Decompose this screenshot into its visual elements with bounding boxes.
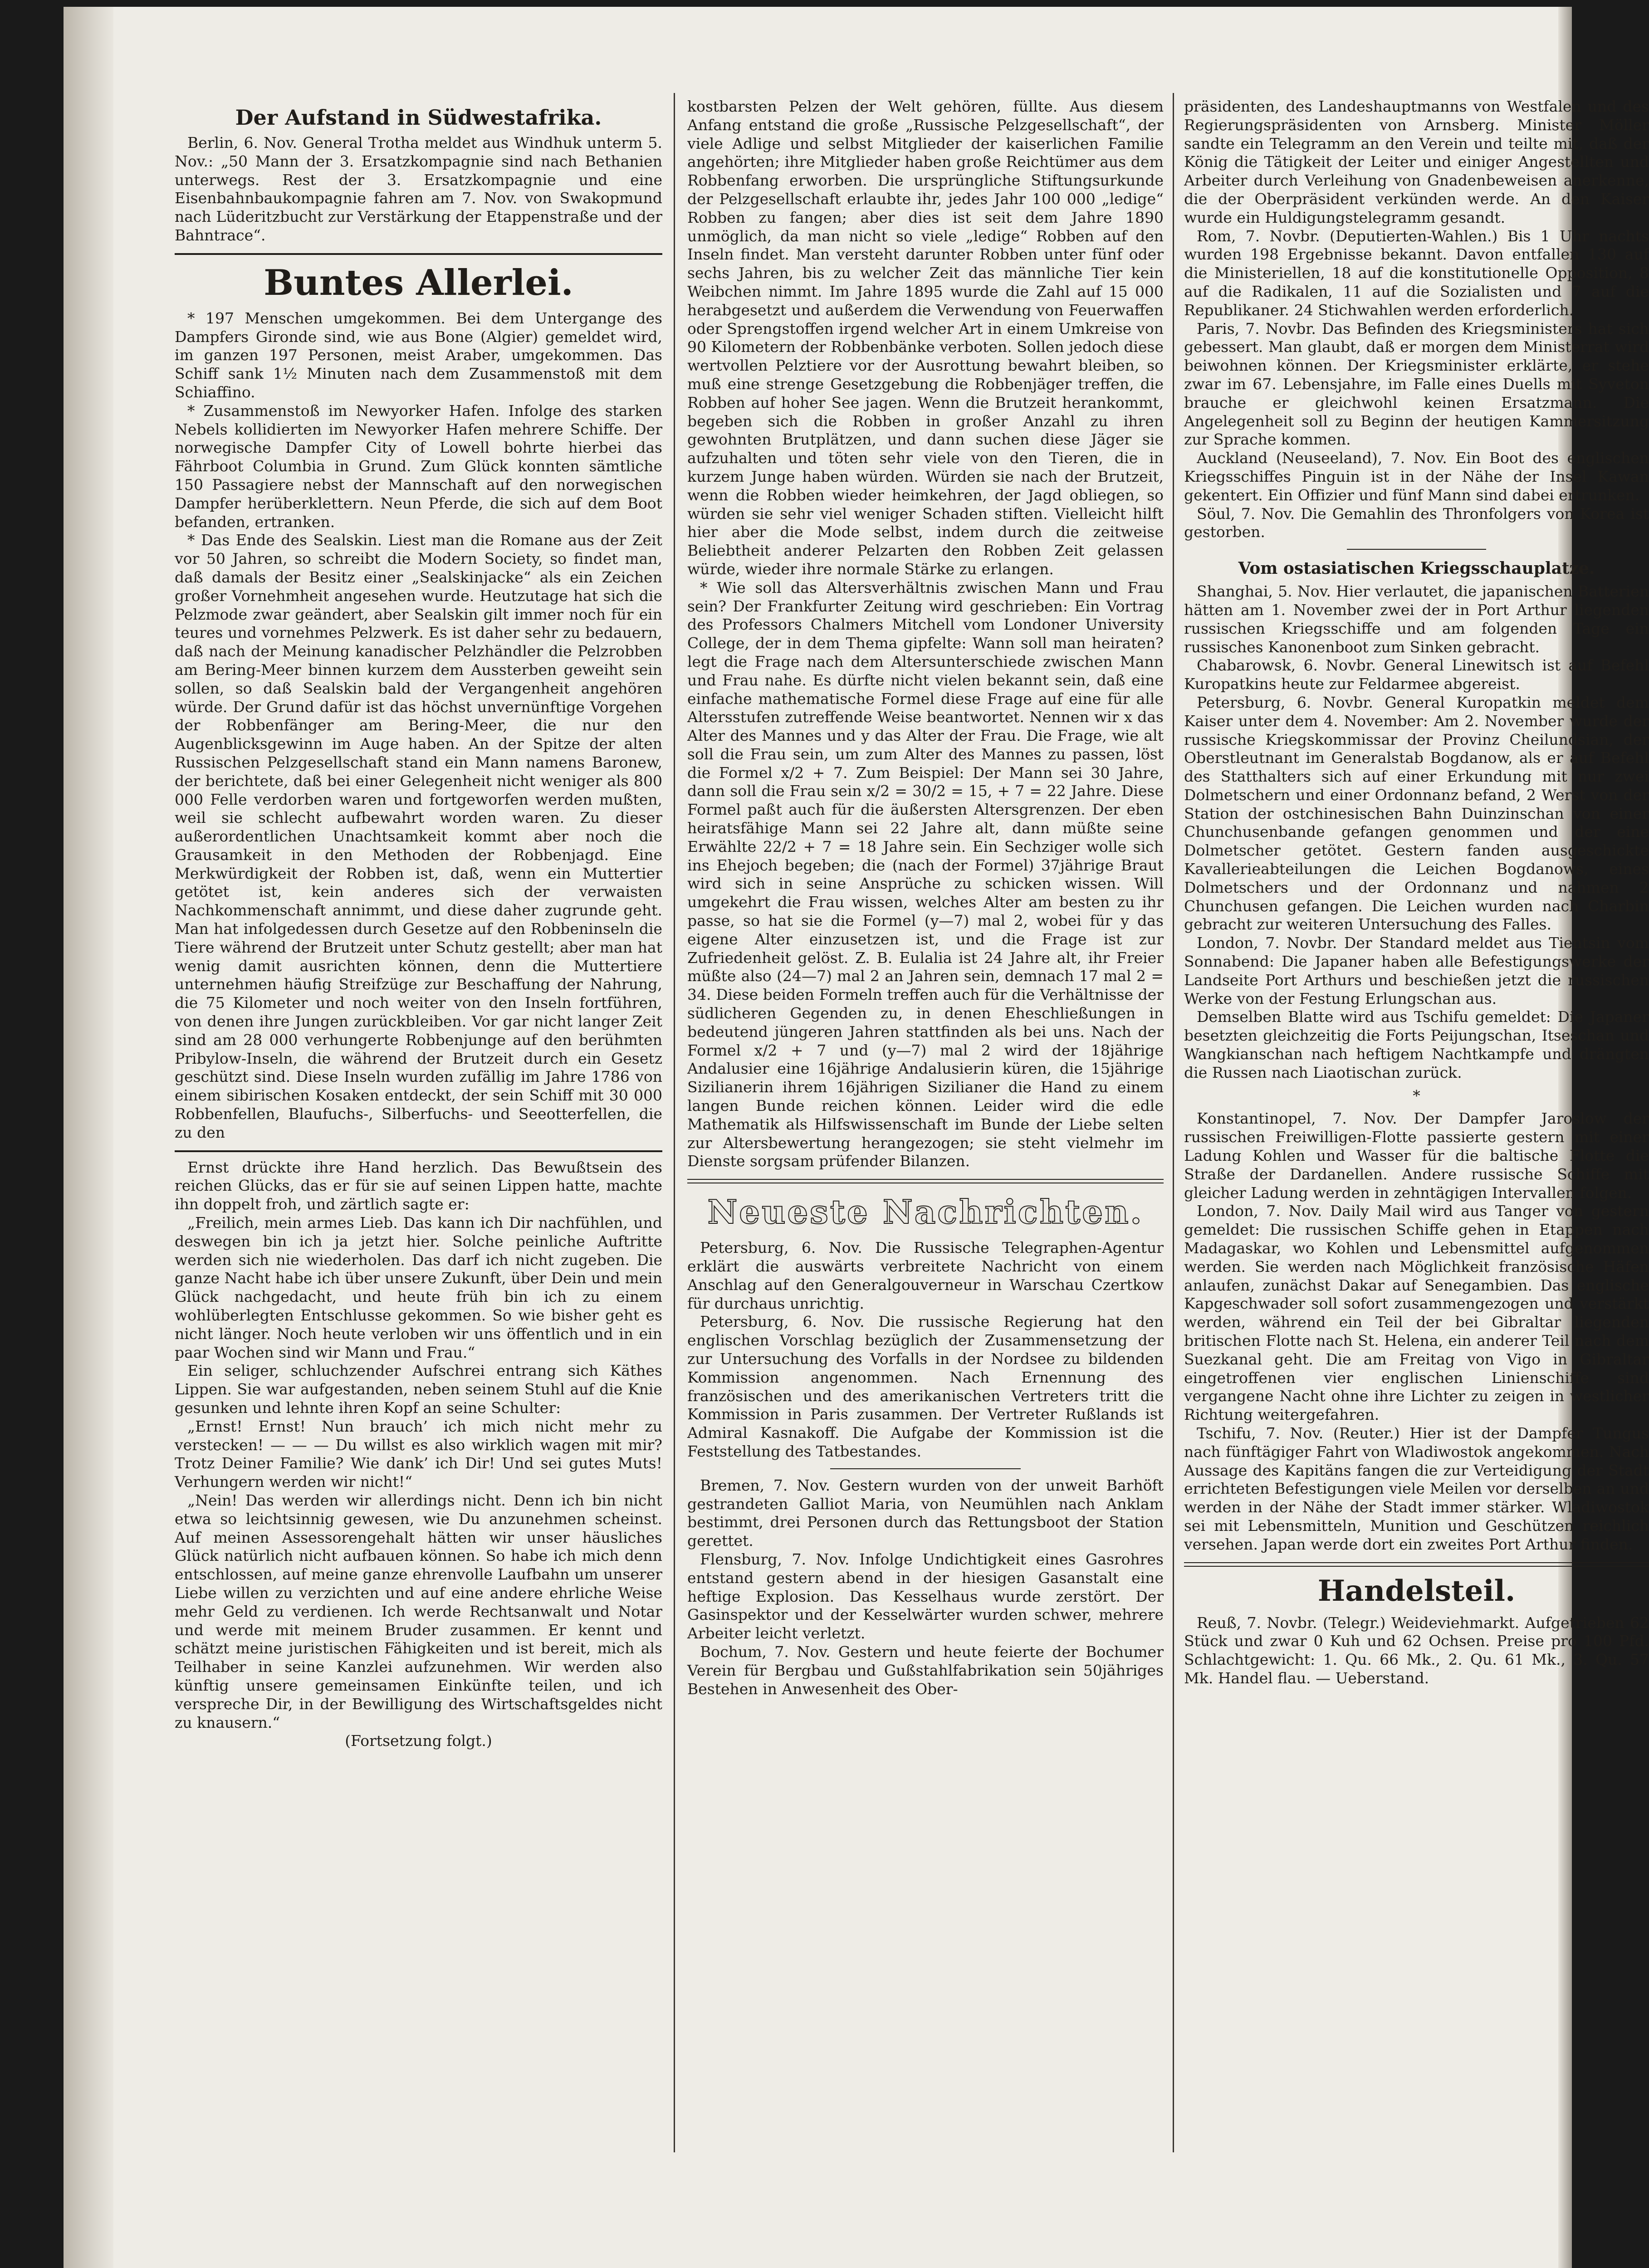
continuation-note: (Fortsetzung folgt.) <box>345 1732 492 1750</box>
article-rom: Rom, 7. Novbr. (Deputierten-Wahlen.) Bis 1 Uhr nachts wurden 198 Ergebnisse bekannt. Davon entfallen 130 auf die Ministeriellen, 18 auf die konstitutionelle Opposition, 8 auf die Radikalen, 11 auf die Sozialisten und 7 auf die Republikaner. 24 Stichwahlen werden erforderlich. <box>1184 227 1649 319</box>
divider <box>830 1468 1021 1469</box>
section-star: * <box>1413 1086 1420 1105</box>
novel-paragraph: „Nein! Das werden wir allerdings nicht. Denn ich bin nicht etwa so leichtsinnig gewesen, wie Du anzunehmen scheinst. Auf meinen Assessorengehalt hätten wir unser häusliches Glück natürlich nicht aufbauen können. So habe ich mich denn entschlossen, auf meine ganze ehrenvolle Laufbahn um unserer Liebe willen zu verzichten und auf eine andere ehrliche Weise mehr Geld zu verdienen. Ich werde Rechtsanwalt und Notar und werde mit meinem Bruder zusammen. Er kennt und schätzt meine juristischen Fähigkeiten und ist bereit, mich als Teilhaber in seine Kanzlei aufzunehmen. Wir werden also künftig unsere gemeinsamen Einkünfte teilen, und ich verspreche Dir, in der Bewilligung des Wirtschaftsgeldes nicht zu knausern.“ <box>175 1491 662 1731</box>
article-197-menschen: * 197 Menschen umgekommen. Bei dem Untergange des Dampfers Gironde sind, wie aus Bone (Algier) gemeldet wird, im ganzen 197 Personen, meist Araber, umgekommen. Das Schiff sank 1½ Minuten nach dem Zusammenstoß mit dem Schiaffino. <box>175 309 662 401</box>
headline-handelsteil: Handelsteil. <box>1317 1574 1516 1608</box>
article-konstantinopel: Konstantinopel, 7. Nov. Der Dampfer Jaroslow der russischen Freiwilligen-Flotte passierte gestern mit einer Ladung Kohlen und Wasser für die baltische Flotte die Straße der Dardanellen. Andere russische Schiffe mit gleicher Ladung werden in zehntägigen Intervallen folgen. <box>1184 1110 1649 1202</box>
article-bremen: Bremen, 7. Nov. Gestern wurden von der unweit Barhöft gestrandeten Galliot Maria, von Neumühlen nach Anklam bestimmt, drei Personen durch das Rettungsboot der Station gerettet. <box>687 1476 1164 1550</box>
article-sealskin: * Das Ende des Sealskin. Liest man die Romane aus der Zeit vor 50 Jahren, so schreibt die Modern Society, so findet man, daß damals der Besitz einer „Sealskinjacke“ als ein Zeichen großer Vornehmheit angesehen wurde. Heutzutage hat sich die Pelzmode zwar geändert, aber Sealskin gilt immer noch für ein teures und vornehmes Pelzwerk. Es ist daher sehr zu bedauern, daß nach der Meinung kanadischer Pelzhändler die Pelzrobben am Bering-Meer binnen kurzem dem Aussterben geweiht sein sollen, so daß Sealskin bald der Vergangenheit angehören würde. Der Grund dafür ist das höchst unvernünftige Vorgehen der Robbenfänger am Bering-Meer, die nur den Augenblicksgewinn im Auge haben. An der Spitze der alten Russischen Pelzgesellschaft stand ein Mann namens Baronew, der berichtete, daß bei einer Gelegenheit nicht weniger als 800 000 Felle verdorben waren und fortgeworfen werden mußten, weil sie schlecht aufbewahrt worden waren. Zu dieser außerordentlichen Unachtsamkeit kommt aber noch die Grausamkeit in den Methoden der Robbenjagd. Eine Merkwürdigkeit der Robben ist, daß, wenn ein Muttertier getötet ist, kein anderes sich der verwaisten Nachkommenschaft annimmt, und diese daher zugrunde geht. Man hat infolgedessen durch Gesetze auf den Robbeninseln die Tiere während der Brutzeit unter Schutz gestellt; aber man hat wenig damit ausrichten können, denn die Muttertiere unternehmen häufig Streifzüge zur Beschaffung der Nahrung, die 75 Kilometer und noch weiter von den Inseln fortführen, von denen ihre Jungen zurückbleiben. Vor gar nicht langer Zeit sind am 28 000 verhungerte Robbenjunge auf den berühmten Pribylow-Inseln, die während der Brutzeit durch ein Gesetz geschützt sind. Diese Inseln wurden zufällig im Jahre 1786 von einem sibirischen Kosaken entdeckt, der sein Schiff mit 30 000 Robbenfellen, Blaufuchs-, Silberfuchs- und Seeotterfellen, die zu den <box>175 531 662 1141</box>
article-zusammenstoss: * Zusammenstoß im Newyorker Hafen. Infolge des starken Nebels kollidierten im Newyorker Hafen mehrere Schiffe. Der norwegische Dampfer City of Lowell bohrte hierbei das Fährboot Columbia in Grund. Zum Glück konnten sämtliche 150 Passagiere nebst der Mannschaft auf den norwegischen Dampfer herüberklettern. Neun Pferde, die sich auf dem Boot befanden, ertranken. <box>175 401 662 531</box>
article-soeul: Söul, 7. Nov. Die Gemahlin des Thronfolgers von Korea ist gestorben. <box>1184 504 1649 541</box>
article-london-2: London, 7. Nov. Daily Mail wird aus Tanger von gestern gemeldet: Die russischen Schiffe gehen in Etappen nach Madagaskar, wo Kohlen und Lebensmittel aufgenommen werden. Sie werden nach Möglichkeit französische Häfen anlaufen, zunächst Dakar auf Senegambien. Das englische Kapgeschwader soll sofort zusammengezogen und verstärkt werden, während ein Teil der bei Gibraltar liegenden britischen Flotte nach St. Helena, ein anderer Teil nach dem Suezkanal geht. Die am Freitag von Vigo in Gibraltar eingetroffenen vier englischen Linienschiffe sind vergangene Nacht ohne ihre Lichter zu zeigen in westlicher Richtung weitergefahren. <box>1184 1202 1649 1424</box>
article-flensburg: Flensburg, 7. Nov. Infolge Undichtigkeit eines Gasrohres entstand gestern abend in der hiesigen Gasanstalt eine heftige Explosion. Das Kesselhaus wurde zerstört. Der Gasinspektor und der Kesselwärter wurden schwer, mehrere Arbeiter leicht verletzt. <box>687 1550 1164 1642</box>
article-london-1: London, 7. Novbr. Der Standard meldet aus Tientsin vom Sonnabend: Die Japaner haben alle Befestigungswerke der Landseite Port Arthurs und beschießen jetzt die russischen Werke von der Festung Erlungschan aus. <box>1184 934 1649 1007</box>
article-auckland: Auckland (Neuseeland), 7. Nov. Ein Boot des englischen Kriegsschiffes Pinguin ist in der Nähe der Insel Kawan gekentert. Ein Offizier und fünf Mann sind dabei ertrunken. <box>1184 449 1649 504</box>
article-petersburg-3: Petersburg, 6. Novbr. General Kuropatkin meldet dem Kaiser unter dem 4. November: Am 2. November wurde der russische Kriegskommissar der Provinz Cheilundsian, der Oberstleutnant im Generalstab Bogdanow, als er auf Befehl des Statthalters sich auf einer Erkundung mit nur zwei Dolmetschern und einer Ordonnanz befand, 2 Werst von der Station der ostchinesischen Bahn Duinzinschan von einer Chunchusenbande gefangen genommen und der eine Dolmetscher getötet. Gestern fanden ausgeschickte Kavallerieabteilungen die Leichen Bogdanows, eines Dolmetschers und der Ordonnanz und nahmen 2 Chunchusen gefangen. Die Leichen wurden nach Charbin gebracht zur weiteren Untersuchung des Falles. <box>1184 693 1649 934</box>
article-chabarowsk: Chabarowsk, 6. Novbr. General Linewitsch ist auf Befehl Kuropatkins heute zur Feldarmee abgereist. <box>1184 656 1649 693</box>
novel-paragraph: „Ernst! Ernst! Nun brauch’ ich mich nicht mehr zu verstecken! — — — Du willst es also wirklich wagen mit mir? Trotz Deiner Familie? Wie dank’ ich Dir! Und sei gutes Muts! Verhungern werden wir nicht!“ <box>175 1417 662 1491</box>
article-bochum: Bochum, 7. Nov. Gestern und heute feierte der Bochumer Verein für Bergbau und Gußstahlfabrikation sein 50jähriges Bestehen in Anwesenheit des Ober- <box>687 1642 1164 1698</box>
novel-paragraph: „Freilich, mein armes Lieb. Das kann ich Dir nachfühlen, und deswegen bin ich ja jetzt hier. Solche peinliche Auftritte werden sich nie wiederholen. Das darf ich nicht zugeben. Die ganze Nacht habe ich über unsere Zukunft, über Dein und mein Glück nachgedacht, und heute früh bin ich zu einem wohlüberlegten Entschlusse gekommen. So wie bisher geht es nicht länger. Noch heute verloben wir uns öffentlich und in ein paar Wochen sind wir Mann und Frau.“ <box>175 1214 662 1361</box>
article-shanghai: Shanghai, 5. Nov. Hier verlautet, die japanischen Batterien hätten am 1. November zwei der in Port Arthur liegenden russischen Kriegsschiffe und am folgenden Tage ein russisches Kanonenboot zum Sinken gebracht. <box>1184 582 1649 656</box>
headline-buntes-allerlei: Buntes Allerlei. <box>264 262 573 303</box>
article-tschifu-1: Demselben Blatte wird aus Tschifu gemeldet: Die Japaner besetzten gleichzeitig die Forts Peijungschan, Itseschan und Wangkianschan nach heftigem Nachtkampfe und drängten die Russen nach Liaotischan zurück. <box>1184 1008 1649 1081</box>
divider <box>175 253 662 255</box>
divider <box>1347 549 1487 550</box>
article-altersverhaeltnis: * Wie soll das Altersverhältnis zwischen Mann und Frau sein? Der Frankfurter Zeitung wird geschrieben: Ein Vortrag des Professors Chalmers Mitchell vom Londoner University College, der in dem Thema gipfelte: Wann soll man heiraten? legt die Frage nach dem Altersunterschiede zwischen Mann und Frau nahe. Es dürfte nicht vielen bekannt sein, daß eine einfache mathematische Formel diese Frage auf eine für alle Altersstufen zutreffende Weise beantwortet. Nennen wir x das Alter des Mannes und y das Alter der Frau. Die Frage, wie alt soll die Frau sein, um zum Alter des Mannes zu passen, löst die Formel x/2 + 7. Zum Beispiel: Der Mann sei 30 Jahre, dann soll die Frau sein x/2 = 30/2 = 15, + 7 = 22 Jahre. Diese Formel paßt auch für die äußersten Altersgrenzen. Der eben heiratsfähige Mann sei 22 Jahre alt, dann müßte seine Erwählte 22/2 + 7 = 18 Jahre sein. Ein Sechziger wolle sich ins Ehejoch begeben; die (nach der Formel) 37jährige Braut wird sich in seine Ansprüche zu schicken wissen. Will umgekehrt die Frau wissen, welches Alter am besten zu ihr passe, so hat sie die Formel (y—7) mal 2, wobei für y das eigene Alter einzusetzen ist, und die Frage ist zur Zufriedenheit gelöst. Z. B. Eulalia ist 24 Jahre alt, ihr Freier müßte also (24—7) mal 2 an Jahren sein, demnach 17 mal 2 = 34. Diese beiden Formeln treffen auch für die Verhältnisse der südlicheren Gegenden zu, in denen Eheschließungen in bedeutend jüngeren Jahren stattfinden als bei uns. Nach der Formel x/2 + 7 und (y—7) mal 2 wird der 18jährige Andalusier eine 16jährige Andalusierin küren, die 15jährige Sizilianerin ihrem 16jährigen Sizilianer die Hand zu einem langen Bunde reichen können. Leider wird die edle Mathematik als Hilfswissenschaft im Bunde der Liebe selten zur Altersbewertung herangezogen; sie steht vielmehr im Dienste sorgsam prüfender Bilanzen. <box>687 578 1164 1170</box>
article-paris: Paris, 7. Novbr. Das Befinden des Kriegsministers hat sich gebessert. Man glaubt, daß er morgen dem Ministerrat wird beiwohnen können. Der Kriegsminister erklärte, er stehe zwar im 67. Lebensjahre, im Falle eines Duells mit Syveton brauche er gleichwohl keinen Ersatzmann. Die Angelegenheit soll zu Beginn der heutigen Kammersitzung zur Sprache kommen. <box>1184 319 1649 449</box>
article-berlin: Berlin, 6. Nov. General Trotha meldet aus Windhuk unterm 5. Nov.: „50 Mann der 3. Ersatzkompagnie sind nach Bethanien unterwegs. Rest der 3. Ersatzkompagnie und eine Eisenbahnbaukompagnie fahren am 7. Nov. von Swakopmund nach Lüderitzbucht zur Verstärkung der Etappenstraße und der Bahntrace“. <box>175 134 662 244</box>
column-rule-1 <box>674 93 675 2152</box>
divider <box>175 1150 662 1152</box>
headline-neueste-nachrichten: Neueste Nachrichten. <box>707 1193 1144 1232</box>
divider <box>687 1179 1164 1183</box>
column-2 <box>687 98 1164 1698</box>
article-petersburg-1: Petersburg, 6. Nov. Die Russische Telegraphen-Agentur erklärt die auswärts verbreitete Nachricht von einem Anschlag auf den Generalgouverneur in Warschau Czertkow für durchaus unrichtig. <box>687 1239 1164 1312</box>
article-petersburg-2: Petersburg, 6. Nov. Die russische Regierung hat den englischen Vorschlag bezüglich der Zusammensetzung der zur Untersuchung des Vorfalls in der Nordsee zu bildenden Kommission angenommen. Nach Ernennung des französischen und des amerikanischen Vertreters tritt die Kommission in Paris zusammen. Der Vertreter Rußlands ist Admiral Kasnakoff. Die Aufgabe der Kommission ist die Feststellung des Tatbestandes. <box>687 1313 1164 1460</box>
novel-paragraph: Ernst drückte ihre Hand herzlich. Das Bewußtsein des reichen Glücks, das er für sie auf seinen Lippen hatte, machte ihn doppelt froh, und zärtlich sagte er: <box>175 1158 662 1213</box>
article-tschifu-2: Tschifu, 7. Nov. (Reuter.) Hier ist der Dampfer Tungus nach fünftägiger Fahrt von Wladiwostok angekommen. Nach Aussage des Kapitäns fangen die zur Verteidigung der Stadt errichteten Befestigungen viele Meilen vor derselben an und werden in der Nähe der Stadt immer stärker. Wladiwostok sei mit Lebensmitteln, Munition und Geschützen reichlich versehen. Japan werde dort ein zweites Port Arthur finden. <box>1184 1424 1649 1553</box>
headline-kriegsschauplatz: Vom ostasiatischen Kriegsschauplatze. <box>1238 559 1595 578</box>
newspaper-page <box>64 7 1649 2268</box>
book-spine <box>64 7 113 2268</box>
divider <box>1184 1562 1649 1567</box>
column-rule-2 <box>1173 93 1174 2152</box>
column-3 <box>1184 98 1649 1688</box>
headline-aufstand: Der Aufstand in Südwestafrika. <box>235 105 602 130</box>
article-reuss: Reuß, 7. Novbr. (Telegr.) Weideviehmarkt. Aufgetrieben 62 Stück und zwar 0 Kuh und 62 Ochsen. Preise pro 100 Pfd. Schlachtgewicht: 1. Qu. 66 Mk., 2. Qu. 61 Mk., 3. Qu. 57 Mk. Handel flau. — Ueberstand. <box>1184 1613 1649 1687</box>
article-bochum-cont: präsidenten, des Landeshauptmanns von Westfalen und des Regierungspräsidenten von Arnsberg. Minister Möller sandte ein Telegramm an den Verein und teilte mit, daß der König die Tätigkeit der Leiter und einiger Angestellten und Arbeiter durch Verleihung von Gnadenbeweisen anerkenne, die der Oberpräsident verkünden werde. An den Kaiser wurde ein Huldigungstelegramm gesandt. <box>1184 98 1649 226</box>
column-1 <box>175 102 662 1750</box>
article-sealskin-cont: kostbarsten Pelzen der Welt gehören, füllte. Aus diesem Anfang entstand die große „Russische Pelzgesellschaft“, der viele Adlige und selbst Mitglieder der kaiserlichen Familie angehörten; ihre Mitglieder haben große Reichtümer aus dem Robbenfang erworben. Die ursprüngliche Stiftungsurkunde der Pelzgesellschaft erlaubte ihr, jedes Jahr 100 000 „ledige“ Robben zu fangen; aber dies ist seit dem Jahre 1890 unmöglich, da man nicht so viele „ledige“ Robben auf den Inseln findet. Man versteht darunter Robben unter fünf oder sechs Jahren, bis zu welcher Zeit das männliche Tier kein Weibchen nimmt. Im Jahre 1895 wurde die Zahl auf 15 000 herabgesetzt und außerdem die Verwendung von Feuerwaffen oder Sprengstoffen irgend welcher Art in einem Umkreise von 90 Kilometern der Robbenbänke verboten. Sollen jedoch diese wertvollen Pelztiere vor der Ausrottung bewahrt bleiben, so muß eine strenge Gesetzgebung die Robbenjäger treffen, die Robben auf hoher See jagen. Wenn die Brutzeit herankommt, begeben sich die Robben in großer Anzahl zu ihren gewohnten Brutplätzen, und dann suchen diese Jäger sie aufzuhalten und töten sehr viele von den Tieren, die in kurzem Junge haben würden. Würden sie nach der Brutzeit, wenn die Robben wieder heimkehren, der Jagd obliegen, so würden sie sehr viel weniger Schaden stiften. Vielleicht hilft hier aber die Mode selbst, indem durch die zeitweise Beliebtheit anderer Pelzarten den Robben Zeit gelassen würde, wieder ihre normale Stärke zu erlangen. <box>687 98 1164 578</box>
novel-paragraph: Ein seliger, schluchzender Aufschrei entrang sich Käthes Lippen. Sie war aufgestanden, neben seinem Stuhl auf die Knie gesunken und lehnte ihren Kopf an seine Schulter: <box>175 1362 662 1417</box>
